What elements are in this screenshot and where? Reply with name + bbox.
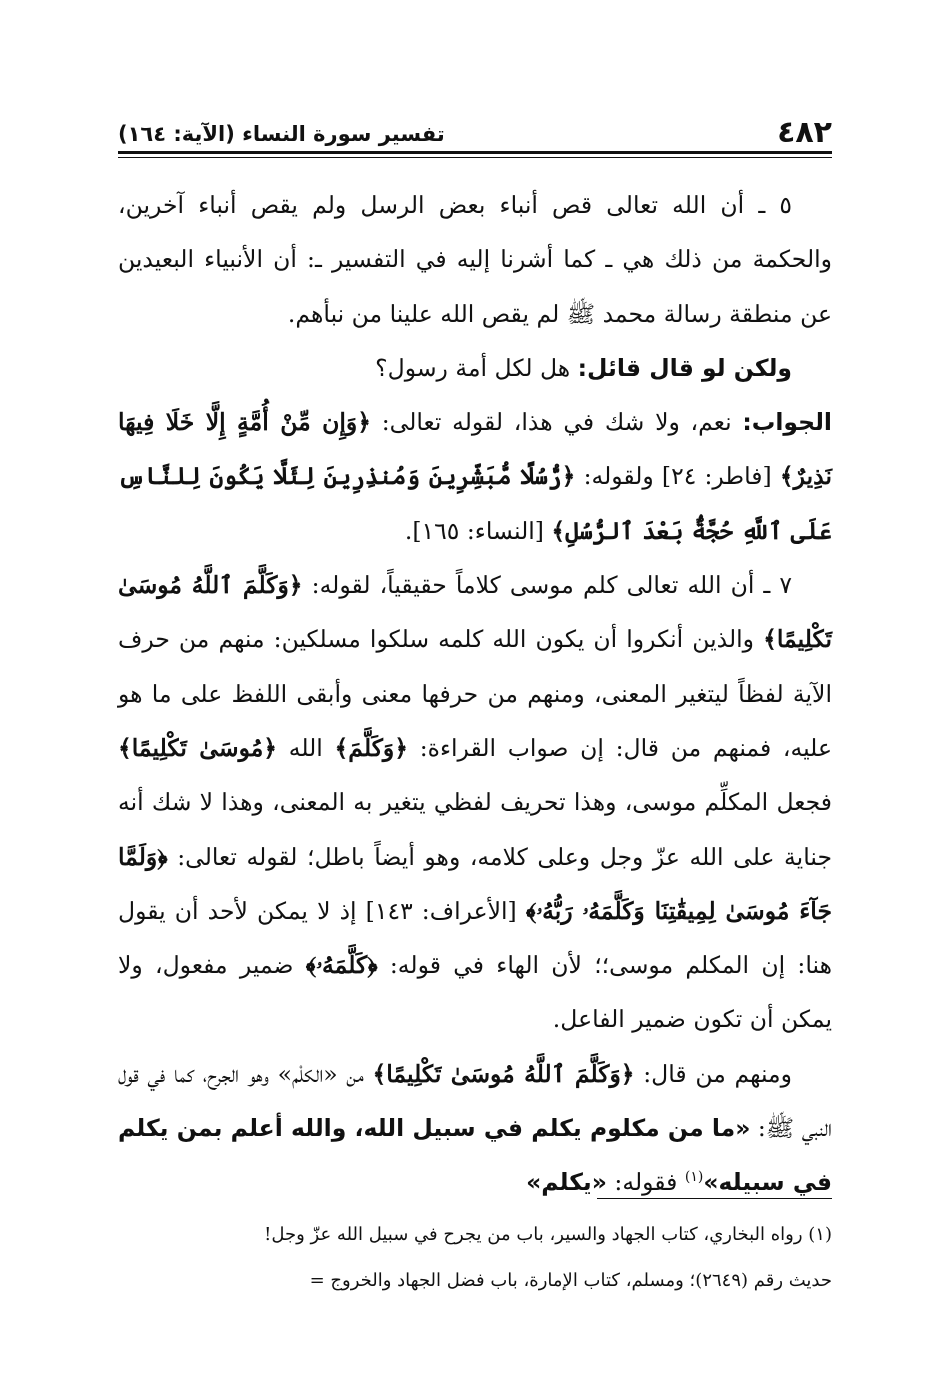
page-number: ٤٨٢: [777, 115, 832, 150]
running-title: تفسير سورة النساء (الآية: ١٦٤): [118, 122, 445, 146]
hadith-quote: «ما من مكلوم يكلم في سبيل الله، والله أعلم بمن يكلم في سبيله»: [118, 1114, 832, 1197]
quran-verse: ﴿رُّسُلًا مُّبَشِّرِينَ وَمُنذِرِينَ لِئَلَّا يَكُونَ لِلنَّاسِ عَلَى ٱللَّهِ حُجَّةٌۢ بَعْدَ ٱلرُّسُلِ﴾: [118, 462, 832, 545]
quran-verse: ﴿وَكَلَّمَ ٱللَّهُ مُوسَىٰ تَكْلِيمًا﴾: [118, 571, 832, 654]
header-rule-thick: [118, 151, 832, 154]
footnotes: [118, 1212, 832, 1304]
quran-verse: ﴿وَإِن مِّنْ أُمَّةٍ إِلَّا خَلَا فِيهَا نَذِيرٌ﴾: [118, 408, 832, 491]
page-header: [118, 108, 832, 148]
header-rule-thin: [118, 157, 832, 158]
answer-paragraph: الجواب: نعم، ولا شك في هذا، لقوله تعالى: ﴿وَإِن مِّنْ أُمَّةٍ إِلَّا خَلَا فِيهَا نَذِيرٌ﴾ [فاطر: ٢٤] ولقوله: ﴿رُّسُلًا مُّبَشِّرِينَ وَمُنذِرِينَ لِئَلَّا يَكُونَ لِلنَّاسِ عَلَى ٱللَّهِ حُجَّةٌۢ بَعْدَ ٱلرُّسُلِ﴾ [النساء: ١٦٥].: [118, 408, 832, 545]
footnote-rule: [597, 1198, 832, 1199]
footnote-line: (١) رواه البخاري، كتاب الجهاد والسير، باب من يجرح في سبيل الله عزّ وجل!: [264, 1224, 832, 1245]
quran-verse: ﴿وَكَلَّمَ﴾: [334, 733, 409, 762]
quran-verse: ﴿كَلَّمَهُۥ﴾: [305, 951, 378, 980]
question-text: هل لكل أمة رسول؟: [375, 353, 571, 382]
question-lead: ولكن لو قال قائل:: [577, 353, 792, 382]
footnote-line: حديث رقم (٢٦٤٩)؛ ومسلم، كتاب الإمارة، باب فضل الجهاد والخروج =: [309, 1270, 832, 1291]
paragraph-8: ومنهم من قال: ﴿وَكَلَّمَ ٱللَّهُ مُوسَىٰ تَكْلِيمًا﴾ من «الكلْم» وهو الجرح، كما في قول النبي ﷺ: «ما من مكلوم يكلم في سبيل الله، والله أعلم بمن يكلم في سبيله»$^{(١)}$ فقوله: «يكلم»: [118, 1059, 832, 1197]
quran-verse: ﴿وَلَمَّا جَآءَ مُوسَىٰ لِمِيقَٰتِنَا وَكَلَّمَهُۥ رَبُّهُۥ﴾: [118, 842, 832, 925]
footnote-ref: (١): [684, 1169, 704, 1186]
question-paragraph: [118, 341, 832, 395]
quran-verse: ﴿وَكَلَّمَ ٱللَّهُ مُوسَىٰ تَكْلِيمًا﴾: [372, 1059, 635, 1088]
main-text: [118, 178, 832, 1210]
paragraph-7: ٧ ـ أن الله تعالى كلم موسى كلاماً حقيقياً، لقوله: ﴿وَكَلَّمَ ٱللَّهُ مُوسَىٰ تَكْلِيمًا﴾ والذين أنكروا أن يكون الله كلمه سلكوا مسلكين: منهم من حرف الآية لفظاً ليتغير المعنى، ومنهم من حرفها معنى وأبقى اللفظ على ما هو عليه، فمنهم من قال: إن صواب القراءة: ﴿وَكَلَّمَ﴾ الله ﴿مُوسَىٰ تَكْلِيمًا﴾ فجعل المكلِّم موسى، وهذا تحريف لفظي يتغير به المعنى، وهذا لا شك أنه جناية على الله عزّ وجل وعلى كلامه، وهو أيضاً باطل؛ لقوله تعالى: ﴿وَلَمَّا جَآءَ مُوسَىٰ لِمِيقَٰتِنَا وَكَلَّمَهُۥ رَبُّهُۥ﴾ [الأعراف: ١٤٣] إذ لا يمكن لأحد أن يقول هنا: إن المكلم موسى؛؛ لأن الهاء في قوله: ﴿كَلَّمَهُۥ﴾ ضمير مفعول، ولا يمكن أن تكون ضمير الفاعل.: [118, 571, 832, 1034]
paragraph-5: ٥ ـ أن الله تعالى قص أنباء بعض الرسل ولم يقص أنباء آخرين، والحكمة من ذلك هي ـ كما أشرنا إليه في التفسير ـ: أن الأنبياء البعيدين عن منطقة رسالة محمد ﷺ لم يقص الله علينا من نبأهم.: [118, 191, 832, 328]
answer-lead: الجواب:: [742, 408, 832, 437]
quran-verse: ﴿مُوسَىٰ تَكْلِيمًا﴾: [118, 733, 278, 762]
